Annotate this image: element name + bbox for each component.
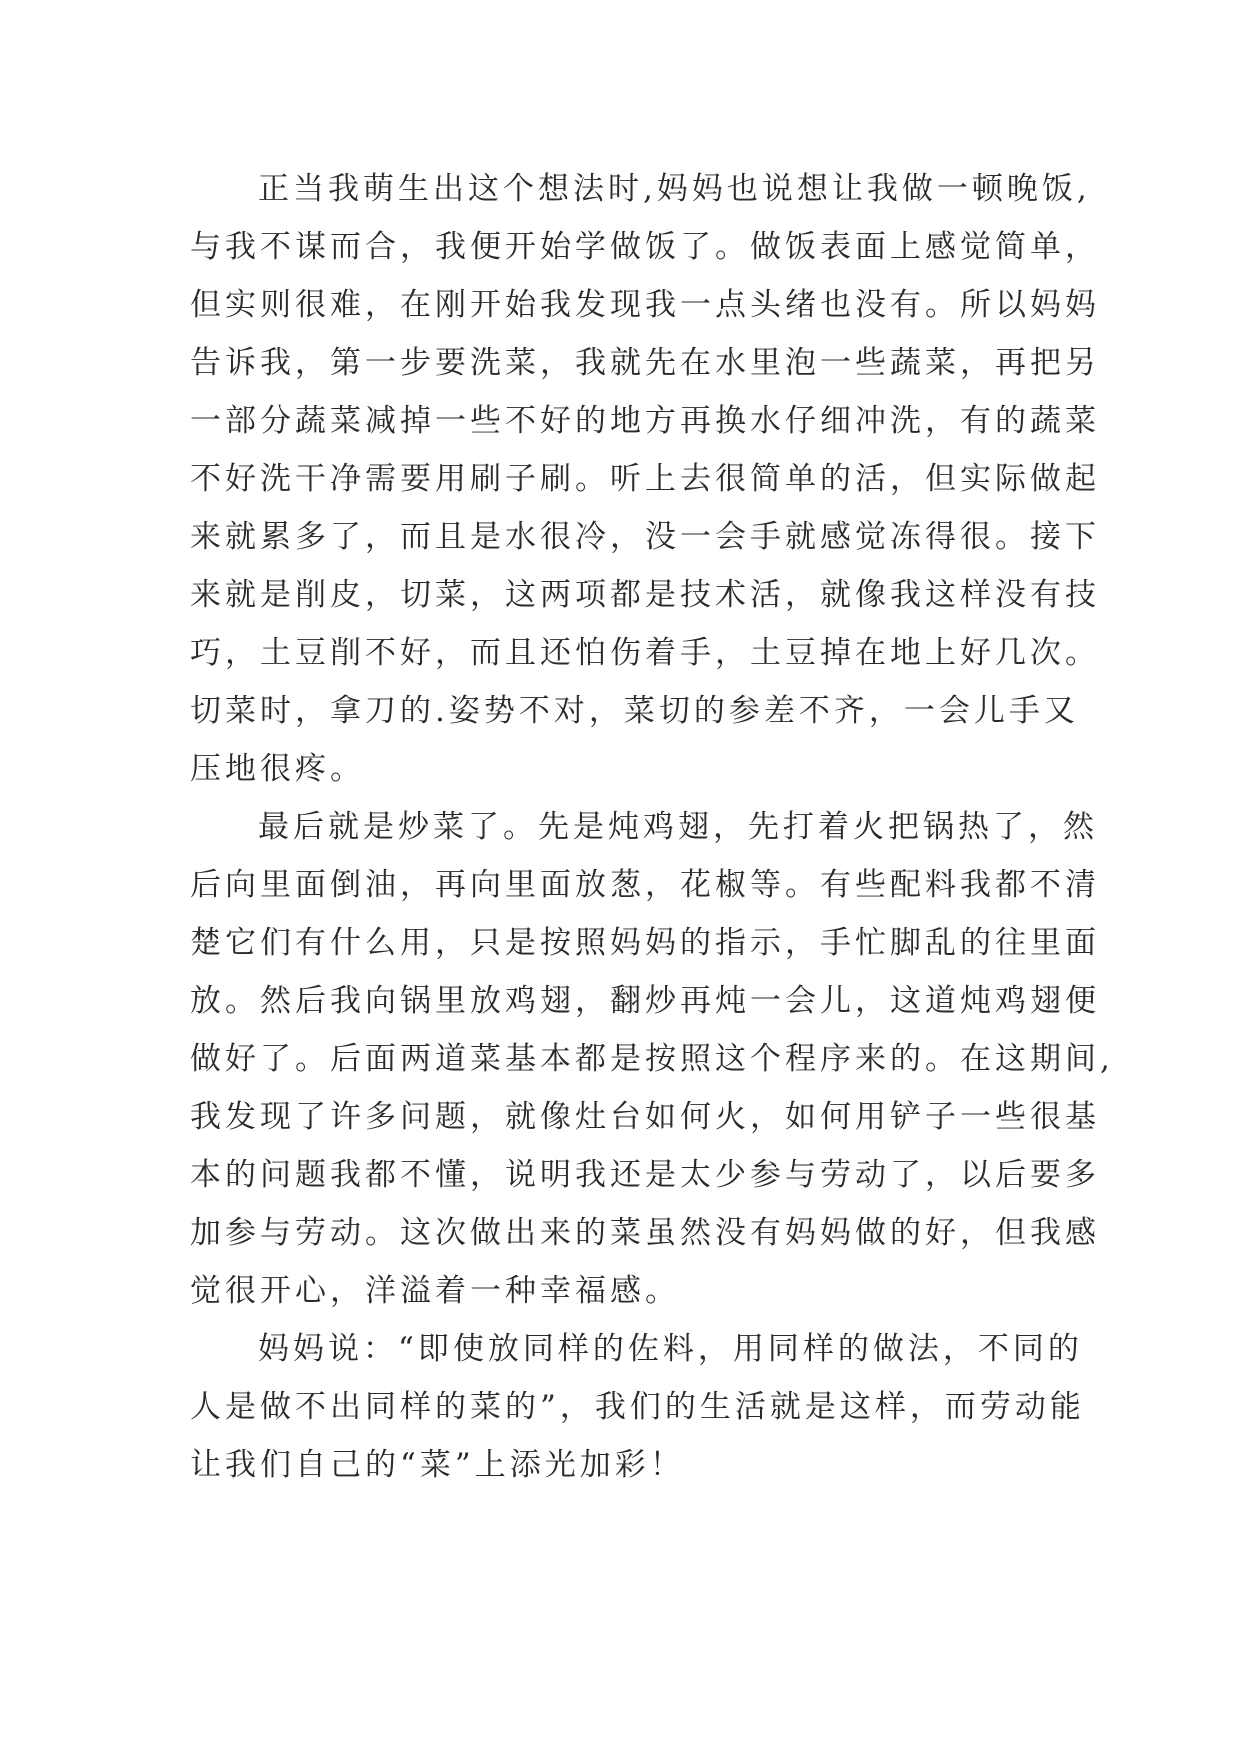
paragraph-2-line-9: 觉很开心，洋溢着一种幸福感。 xyxy=(190,1273,680,1309)
paragraph-1-line-10: 切菜时，拿刀的.姿势不对，菜切的参差不齐，一会儿手又 xyxy=(190,693,1079,729)
paragraph-2-line-2: 后向里面倒油，再向里面放葱，花椒等。有些配料我都不清 xyxy=(190,867,1100,903)
paragraph-1-line-3: 但实则很难，在刚开始我发现我一点头绪也没有。所以妈妈 xyxy=(190,287,1100,323)
paragraph-1-line-6: 不好洗干净需要用刷子刷。听上去很简单的活，但实际做起 xyxy=(190,461,1100,497)
paragraph-1-line-7: 来就累多了，而且是水很冷，没一会手就感觉冻得很。接下 xyxy=(190,519,1100,555)
paragraph-2-line-3: 楚它们有什么用，只是按照妈妈的指示，手忙脚乱的往里面 xyxy=(190,925,1100,961)
paragraph-2-line-7: 本的问题我都不懂，说明我还是太少参与劳动了，以后要多 xyxy=(190,1157,1100,1193)
essay-body xyxy=(190,160,1114,1494)
paragraph-1-line-11: 压地很疼。 xyxy=(190,751,365,787)
paragraph-1-line-8: 来就是削皮，切菜，这两项都是技术活，就像我这样没有技 xyxy=(190,577,1100,613)
paragraph-1-line-1: 正当我萌生出这个想法时,妈妈也说想让我做一顿晚饭, xyxy=(258,171,1091,207)
paragraph-2-line-1: 最后就是炒菜了。先是炖鸡翅，先打着火把锅热了，然 xyxy=(258,809,1098,845)
paragraph-2-line-6: 我发现了许多问题，就像灶台如何火，如何用铲子一些很基 xyxy=(190,1099,1100,1135)
paragraph-1-line-5: 一部分蔬菜减掉一些不好的地方再换水仔细冲洗，有的蔬菜 xyxy=(190,403,1100,439)
paragraph-3-line-1: 妈妈说：“即使放同样的佐料，用同样的做法，不同的 xyxy=(258,1331,1083,1367)
paragraph-1-line-9: 巧，土豆削不好，而且还怕伤着手，土豆掉在地上好几次。 xyxy=(190,635,1100,671)
paragraph-2-line-5: 做好了。后面两道菜基本都是按照这个程序来的。在这期间, xyxy=(190,1041,1114,1077)
paragraph-3-line-2: 人是做不出同样的菜的”，我们的生活就是这样，而劳动能 xyxy=(190,1389,1085,1425)
paragraph-1-line-4: 告诉我，第一步要洗菜，我就先在水里泡一些蔬菜，再把另 xyxy=(190,345,1100,381)
paragraph-1-line-2: 与我不谋而合，我便开始学做饭了。做饭表面上感觉简单， xyxy=(190,229,1100,265)
paragraph-3-line-3: 让我们自己的“菜”上添光加彩！ xyxy=(190,1447,685,1483)
paragraph-2-line-4: 放。然后我向锅里放鸡翅，翻炒再炖一会儿，这道炖鸡翅便 xyxy=(190,983,1100,1019)
paragraph-2-line-8: 加参与劳动。这次做出来的菜虽然没有妈妈做的好，但我感 xyxy=(190,1215,1100,1251)
